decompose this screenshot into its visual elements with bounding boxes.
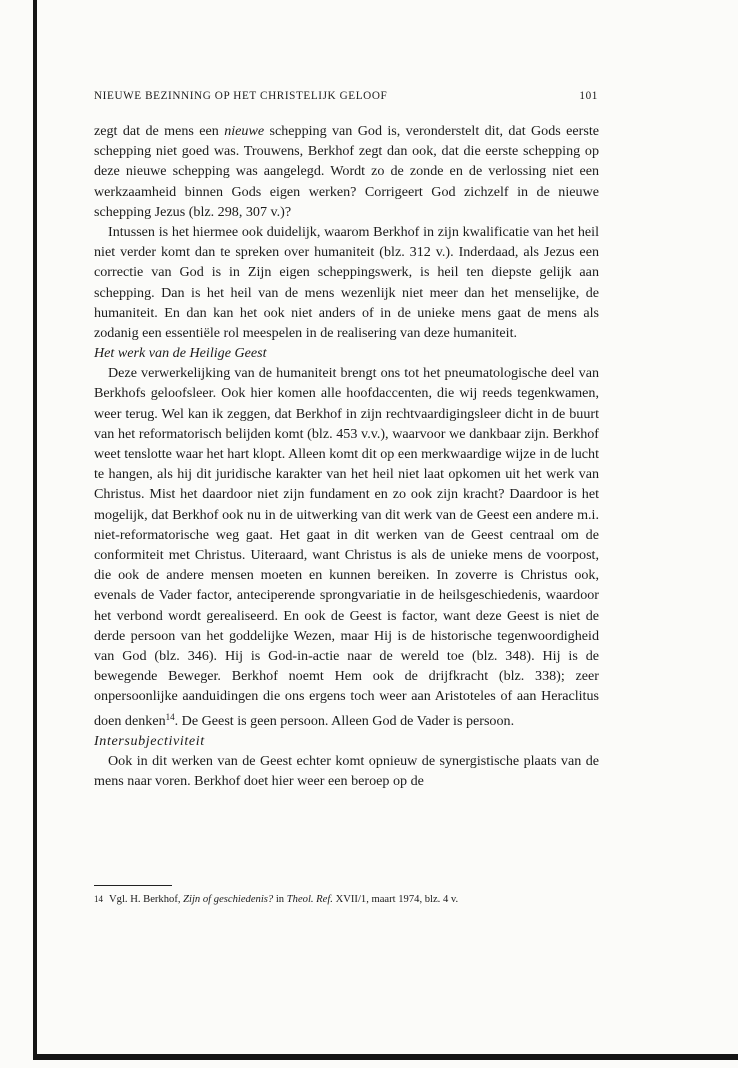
section-heading-heilige-geest xyxy=(94,343,599,363)
paragraph-3 xyxy=(94,363,599,731)
paragraph-1 xyxy=(94,121,599,222)
paragraph-1-text-a: zegt dat de mens een xyxy=(94,123,225,139)
running-title: NIEUWE BEZINNING OP HET CHRISTELIJK GELOOF xyxy=(94,90,388,102)
section-heading-text: Het werk van de Heilige Geest xyxy=(94,345,267,362)
footnote-title: Zijn of geschiedenis? xyxy=(183,894,274,905)
footnote-divider xyxy=(94,885,172,886)
paragraph-1-text-b: schepping van God is, veronderstelt dit, dat Gods eerste schepping niet goed was. Trouwens, Berkhof zegt dan ook, dat die eerste schepping op deze nieuwe schepping was aangelegd. Wordt zo de zonde en de verlossing niet een werkzaamheid binnen Gods eigen werken? Corrigeert God zichzelf in de nieuwe schepping Jezus (blz. 298, 307 v.)? xyxy=(94,123,599,220)
footnote-text-c: XVII/1, maart 1974, blz. 4 v. xyxy=(332,894,459,905)
running-header xyxy=(94,90,598,102)
section-heading-intersubjectiviteit xyxy=(94,731,599,751)
paragraph-4: Ook in dit werken van de Geest echter komt opnieuw de synergistische plaats van de mens naar voren. Berkhof doet hier weer een beroep op de xyxy=(94,752,599,790)
footnote-reference: 14 xyxy=(165,711,175,722)
paragraph-3-text-b: . De Geest is geen persoon. Alleen God de Vader is persoon. xyxy=(174,712,515,729)
main-text xyxy=(94,121,599,791)
footnote-journal: Theol. Ref. xyxy=(286,894,333,905)
footnote xyxy=(94,892,599,907)
page-left-border xyxy=(33,0,37,1058)
emphasis-nieuwe: nieuwe xyxy=(224,123,265,139)
footnote-text-b: in xyxy=(273,894,287,905)
paragraph-3-text-a: Deze verwerkelijking van de humaniteit brengt ons tot het pneumatologische deel van Berkhofs geloofsleer. Ook hier komen alle hoofdaccenten, die wij reeds tegenkwamen, weer terug. Wel kan ik zeggen, dat Berkhof in zijn rechtvaardigingsleer dicht in de buurt van het reformatorisch belijden komt (blz. 453 v.v.), waarvoor we dankbaar zijn. Berkhof weet tenslotte waar het hart klopt. Alleen komt dit op een merkwaardige wijze in de lucht te hangen, als hij dit juridische karakter van het heil niet laat opkomen uit het werk van Christus. Mist het daardoor niet zijn fundament en zo ook zijn kracht? Daardoor is het mogelijk, dat Berkhof ook nu in de uitwerking van dit werk van de Geest een andere m.i. niet-reformatorische weg gaat. Het gaat in dit werken van de Geest centraal om de conformiteit met Christus. Uiteraard, want Christus is als de unieke mens de voorpost, die ook de andere mensen moeten en kunnen bereiken. In zoverre is Christus ook, evenals de Vader factor, anteciperende sprongvariatie in de heilsgeschiedenis, waardoor het verbond wordt gerealiseerd. En ook de Geest is factor, want deze Geest is niet de derde persoon van het goddelijke Wezen, maar Hij is de historische tegenwoordigheid van God (blz. 346). Hij is God-in-actie naar de wereld toe (blz. 348). Hij is de bewegende Beweger. Berkhof noemt Hem ook de drijfkracht (blz. 338); zeer onpersoonlijke aanduidingen die ons ergens toch weer aan Aristoteles of aan Heraclitus doen denken xyxy=(94,365,599,729)
paragraph-2: Intussen is het hiermee ook duidelijk, waarom Berkhof in zijn kwalificatie van het heil niet verder komt dan te spreken over humaniteit (blz. 312 v.). Inderdaad, als Jezus een correctie van God is in Zijn eigen scheppingswerk, is heil ten diepste gelijk aan schepping. Dan is het heil van de mens wezenlijk niet meer dan het menselijke, de humaniteit. En dan kan het ook niet anders of in de unieke mens gaat de mens als zodanig een essentiële rol meespelen in de realisering van deze humaniteit. xyxy=(94,224,599,342)
page-number: 101 xyxy=(579,90,598,102)
footnote-text-a: Vgl. H. Berkhof, xyxy=(109,894,184,905)
page-bottom-border xyxy=(33,1054,738,1060)
section-heading-text: Intersubjectiviteit xyxy=(94,732,205,749)
footnote-number: 14 xyxy=(94,894,103,904)
